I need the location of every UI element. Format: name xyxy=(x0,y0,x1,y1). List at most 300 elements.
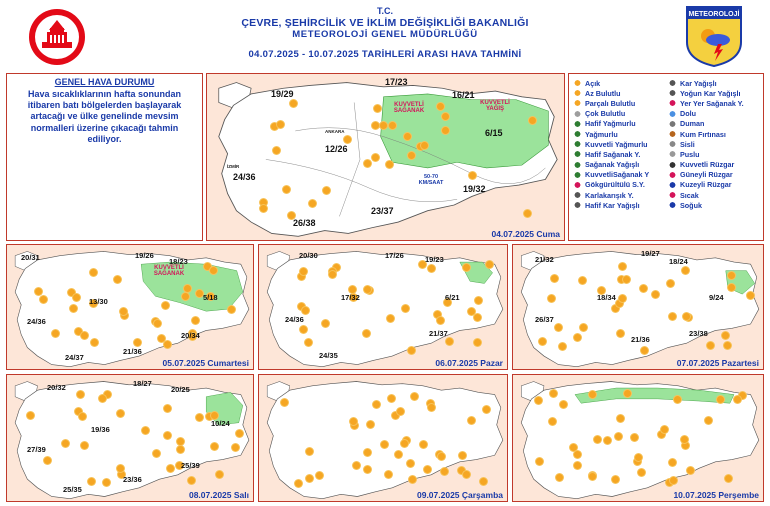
legend-item xyxy=(573,119,664,129)
legend-label: Parçalı Bulutlu xyxy=(585,98,636,108)
sun-icon xyxy=(134,339,141,346)
sun-icon xyxy=(619,295,626,302)
sun-icon xyxy=(210,267,217,274)
heavy-shower-icon xyxy=(573,171,582,179)
ministry-logo xyxy=(28,8,86,66)
sun-icon xyxy=(728,284,735,291)
legend-item xyxy=(573,109,664,119)
sun-icon xyxy=(385,471,392,478)
sleet-icon xyxy=(573,191,582,199)
general-weather-title: GENEL HAVA DURUMU xyxy=(54,77,155,87)
sun-icon xyxy=(469,172,476,179)
day-5-temp-3: 20/25 xyxy=(171,385,190,394)
meteoroloji-logo xyxy=(684,4,744,68)
sun-icon xyxy=(364,286,371,293)
legend-label: KuvvetliSağanak Y xyxy=(585,170,650,180)
smoke-icon xyxy=(668,120,677,128)
map-day-5 xyxy=(6,374,254,502)
legend-label: Sisli xyxy=(680,139,695,149)
day-5-temp-7: 23/36 xyxy=(123,475,142,484)
sun-icon xyxy=(164,432,171,439)
sun-icon xyxy=(177,438,184,445)
sun-icon xyxy=(322,320,329,327)
sun-icon xyxy=(211,412,218,419)
sun-icon xyxy=(386,161,393,168)
sun-icon xyxy=(142,427,149,434)
day-3-temp-7: 21/37 xyxy=(429,329,448,338)
sun-icon xyxy=(167,465,174,472)
sun-icon xyxy=(363,330,370,337)
sun-icon xyxy=(717,396,724,403)
sun-icon xyxy=(682,442,689,449)
sun-icon xyxy=(374,105,381,112)
sun-icon xyxy=(395,451,402,458)
day-4-temp-8: 21/36 xyxy=(631,335,650,344)
city-ankara: ANKARA xyxy=(325,129,345,134)
legend-label: Sağanak Yağışlı xyxy=(585,160,640,170)
heavy-rain-icon xyxy=(573,140,582,148)
sun-icon xyxy=(283,186,290,193)
sun-icon xyxy=(747,292,754,299)
sun-icon xyxy=(182,293,189,300)
sun-icon xyxy=(579,277,586,284)
day-3-temp-3: 19/23 xyxy=(425,255,444,264)
city-izmir: İZMİR xyxy=(227,164,240,169)
legend-label: Hafif Yağmurlu xyxy=(585,119,636,129)
sun-icon xyxy=(120,308,127,315)
map-day-6 xyxy=(258,374,508,502)
sun-icon xyxy=(556,474,563,481)
day-2-temp-2: 19/26 xyxy=(135,251,154,260)
sun-icon xyxy=(184,285,191,292)
day-3-temp-6: 24/36 xyxy=(285,315,304,324)
sun-icon xyxy=(35,288,42,295)
sun-icon xyxy=(216,471,223,478)
sun-icon xyxy=(550,390,557,397)
day-5-temp-4: 19/36 xyxy=(91,425,110,434)
sun-icon xyxy=(589,391,596,398)
sun-icon xyxy=(728,272,735,279)
hail-icon xyxy=(668,110,677,118)
south-wind-icon xyxy=(668,171,677,179)
legend-item xyxy=(668,139,759,149)
sun-icon xyxy=(441,468,448,475)
legend-label: Kuvvetli Rüzgar xyxy=(680,160,735,170)
sun-icon xyxy=(77,391,84,398)
sun-icon xyxy=(687,467,694,474)
sun-icon xyxy=(428,265,435,272)
sun-icon xyxy=(539,338,546,345)
sun-icon xyxy=(551,275,558,282)
sun-icon xyxy=(438,453,445,460)
legend-label: Güneyli Rüzgar xyxy=(680,170,733,180)
map-day-1-date: 04.07.2025 Cuma xyxy=(491,229,560,239)
sun-icon xyxy=(367,421,374,428)
day-3-temp-8: 24/35 xyxy=(319,351,338,360)
legend-item xyxy=(573,149,664,159)
local-shower-icon xyxy=(668,99,677,107)
sun-icon xyxy=(164,341,171,348)
sun-icon xyxy=(674,396,681,403)
legend-item xyxy=(668,170,759,180)
light-shower-icon xyxy=(573,150,582,158)
legend-item xyxy=(668,109,759,119)
sun-icon xyxy=(90,269,97,276)
temp-southwest: 26/38 xyxy=(293,218,316,228)
legend-item xyxy=(668,160,759,170)
legend-label: Karlakarışık Y. xyxy=(585,190,634,200)
legend-label: Soğuk xyxy=(680,200,702,210)
sun-icon xyxy=(707,342,714,349)
sun-icon xyxy=(437,317,444,324)
legend-item xyxy=(573,88,664,98)
sun-icon xyxy=(380,122,387,129)
map-day-3-date: 06.07.2025 Pazar xyxy=(435,358,503,368)
sun-icon xyxy=(402,305,409,312)
sun-icon xyxy=(177,446,184,453)
sun-icon xyxy=(196,414,203,421)
sun-icon xyxy=(40,296,47,303)
warning-strong-rain: KUVVETLİ YAĞIŞ xyxy=(480,100,510,112)
sun-icon xyxy=(52,330,59,337)
temp-black-sea-west: 17/23 xyxy=(385,77,408,87)
sun-icon xyxy=(421,142,428,149)
legend-label: Yağmurlu xyxy=(585,129,618,139)
sun-icon xyxy=(580,324,587,331)
meteoroloji-logo-text: METEOROLOJİ xyxy=(688,11,740,18)
sun-icon xyxy=(232,444,239,451)
temp-black-sea-east: 16/21 xyxy=(452,90,475,100)
legend-item xyxy=(573,200,664,210)
day-5-temp-8: 25/39 xyxy=(181,461,200,470)
legend-item xyxy=(668,129,759,139)
legend-item xyxy=(668,200,759,210)
sun-icon xyxy=(306,475,313,482)
fog-icon xyxy=(668,140,677,148)
day-3-temp-4: 17/32 xyxy=(341,293,360,302)
sun-icon xyxy=(162,302,169,309)
sun-icon xyxy=(62,440,69,447)
sun-icon xyxy=(409,476,416,483)
sun-icon xyxy=(387,315,394,322)
sun-icon xyxy=(548,295,555,302)
sun-icon xyxy=(486,261,493,268)
sun-icon xyxy=(420,441,427,448)
sun-icon xyxy=(652,291,659,298)
legend-item xyxy=(573,180,664,190)
sun-icon xyxy=(574,462,581,469)
sun-icon xyxy=(290,100,297,107)
sun-icon xyxy=(309,200,316,207)
sun-icon xyxy=(474,314,481,321)
day-2-temp-8: 21/36 xyxy=(123,347,142,356)
sun-icon xyxy=(683,313,690,320)
sun-icon xyxy=(480,478,487,485)
header xyxy=(0,0,770,72)
wind-speed-note: 50-70 KM/SAAT xyxy=(418,174,444,186)
sun-icon xyxy=(617,330,624,337)
temp-mediterranean: 23/37 xyxy=(371,206,394,216)
sun-icon xyxy=(615,433,622,440)
header-line-3: METEOROLOJİ GENEL MÜDÜRLÜĞÜ xyxy=(292,29,478,40)
sandstorm-icon xyxy=(668,130,677,138)
sun-icon xyxy=(574,451,581,458)
sun-icon xyxy=(631,434,638,441)
map-day-4-date: 07.07.2025 Pazartesi xyxy=(676,358,759,368)
sun-icon xyxy=(300,326,307,333)
legend-item xyxy=(573,139,664,149)
sun-icon xyxy=(73,294,80,301)
sun-icon xyxy=(549,418,556,425)
sun-icon xyxy=(529,117,536,124)
sun-icon xyxy=(524,210,531,217)
sun-icon xyxy=(474,339,481,346)
sun-icon xyxy=(411,393,418,400)
legend-label: Yer Yer Sağanak Y. xyxy=(680,98,744,108)
legend-item xyxy=(668,78,759,88)
map-day-5-date: 08.07.2025 Salı xyxy=(188,490,249,500)
sun-icon xyxy=(153,450,160,457)
cold-icon xyxy=(668,201,677,209)
sun-icon xyxy=(463,264,470,271)
sun-icon xyxy=(373,401,380,408)
sun-icon xyxy=(408,347,415,354)
sun-icon xyxy=(463,471,470,478)
general-weather-panel xyxy=(6,73,203,241)
temp-central: 12/26 xyxy=(325,144,348,154)
day-5-temp-1: 20/32 xyxy=(47,383,66,392)
sun-icon xyxy=(483,406,490,413)
day-2-temp-4: 13/30 xyxy=(89,297,108,306)
light-snow-icon xyxy=(573,201,582,209)
sun-icon xyxy=(589,473,596,480)
sun-icon xyxy=(407,460,414,467)
sun-icon xyxy=(555,324,562,331)
sun-icon xyxy=(446,338,453,345)
sun-icon xyxy=(594,436,601,443)
sun-icon xyxy=(350,418,357,425)
sun-icon xyxy=(667,280,674,287)
sun-icon xyxy=(389,122,396,129)
legend-item xyxy=(573,160,664,170)
sun-icon xyxy=(570,444,577,451)
sun-icon xyxy=(682,267,689,274)
day-4-temp-1: 21/32 xyxy=(535,255,554,264)
sun-icon xyxy=(468,417,475,424)
day-2-temp-9: 24/37 xyxy=(65,353,84,362)
map-day-3 xyxy=(258,244,508,370)
legend-label: Açık xyxy=(585,78,601,88)
legend-label: Yoğun Kar Yağışlı xyxy=(680,88,741,98)
sun-small-cloud-icon xyxy=(573,89,582,97)
legend-label: Hafif Kar Yağışlı xyxy=(585,200,640,210)
day-4-temp-6: 26/37 xyxy=(535,315,554,324)
map-day-4 xyxy=(512,244,764,370)
general-weather-text: Hava sıcaklıklarının hafta sonundan itibaren batı bölgelerden başlayarak artacağı ve ülke genelinde mevsim normalleri üzerine çıkacağı tahmin ediliyor. xyxy=(27,89,182,144)
sun-icon xyxy=(734,396,741,403)
sun-icon xyxy=(329,271,336,278)
sun-icon xyxy=(300,268,307,275)
sun-icon xyxy=(536,458,543,465)
header-title-block xyxy=(200,6,570,61)
legend-panel xyxy=(568,73,764,241)
sun-icon xyxy=(44,457,51,464)
sun-icon xyxy=(323,187,330,194)
temp-aegean: 24/36 xyxy=(233,172,256,182)
sun-icon xyxy=(397,408,404,415)
sun-icon xyxy=(681,436,688,443)
sun-icon xyxy=(344,136,351,143)
day-2-warning: KUVVETLİ SAĞANAK xyxy=(153,265,185,277)
sun-icon xyxy=(81,442,88,449)
sun-icon xyxy=(669,313,676,320)
day-4-temp-4: 18/34 xyxy=(597,293,616,302)
sun-icon xyxy=(612,476,619,483)
sun-icon xyxy=(154,320,161,327)
header-forecast-range: 04.07.2025 - 10.07.2025 TARİHLERİ ARASI HAVA TAHMİNİ xyxy=(248,49,522,60)
sun-icon xyxy=(349,286,356,293)
sun-icon xyxy=(277,121,284,128)
legend-item xyxy=(668,190,759,200)
map-day-1 xyxy=(206,73,565,241)
sun-icon xyxy=(442,127,449,134)
map-day-2 xyxy=(6,244,254,370)
day-2-temp-1: 20/31 xyxy=(21,253,40,262)
sun-icon xyxy=(273,147,280,154)
sun-icon xyxy=(196,290,203,297)
day-3-temp-1: 20/30 xyxy=(299,251,318,260)
map-day-2-date: 05.07.2025 Cumartesi xyxy=(162,358,249,368)
sun-icon xyxy=(574,334,581,341)
legend-label: Puslu xyxy=(680,149,700,159)
legend-label: Gökgürültülü S.Y. xyxy=(585,180,645,190)
legend-item xyxy=(668,98,759,108)
legend-label: Kuvvetli Yağmurlu xyxy=(585,139,648,149)
sun-icon xyxy=(619,263,626,270)
sun-icon xyxy=(535,397,542,404)
sun-icon xyxy=(117,410,124,417)
sun-icon xyxy=(669,459,676,466)
thunderstorm-icon xyxy=(573,181,582,189)
sun-icon xyxy=(408,152,415,159)
sun-icon xyxy=(316,472,323,479)
day-2-temp-7: 20/34 xyxy=(181,331,200,340)
temp-east: 6/15 xyxy=(485,128,503,138)
sun-icon xyxy=(117,465,124,472)
sun-icon xyxy=(281,399,288,406)
sun-icon xyxy=(468,308,475,315)
sun-icon xyxy=(364,160,371,167)
sun-icon xyxy=(99,395,106,402)
day-4-temp-7: 23/38 xyxy=(689,329,708,338)
sun-icon xyxy=(372,122,379,129)
sun-icon xyxy=(306,448,313,455)
sun-icon xyxy=(388,395,395,402)
sun-icon xyxy=(295,480,302,487)
map-day-7 xyxy=(512,374,764,502)
sun-icon xyxy=(103,479,110,486)
sun-icon xyxy=(81,332,88,339)
legend-label: Kum Fırtınası xyxy=(680,129,726,139)
legend-item xyxy=(573,98,664,108)
day-2-temp-6: 24/36 xyxy=(27,317,46,326)
legend-label: Çok Bulutlu xyxy=(585,109,626,119)
legend-label: Sıcak xyxy=(680,190,699,200)
sun-icon xyxy=(724,342,731,349)
day-5-temp-9: 25/35 xyxy=(63,485,82,494)
legend-label: Hafif Sağanak Y. xyxy=(585,149,641,159)
sun-icon xyxy=(459,452,466,459)
day-3-temp-2: 17/26 xyxy=(385,251,404,260)
day-4-temp-5: 9/24 xyxy=(709,293,724,302)
sun-icon xyxy=(211,443,218,450)
legend-label: Az Bulutlu xyxy=(585,88,621,98)
haze-icon xyxy=(668,150,677,158)
sun-icon xyxy=(372,154,379,161)
sun-icon xyxy=(381,441,388,448)
legend-label: Kuzeyli Rüzgar xyxy=(680,180,732,190)
sun-icon xyxy=(559,343,566,350)
light-rain-icon xyxy=(573,120,582,128)
rain-icon xyxy=(573,130,582,138)
day-2-temp-3: 18/23 xyxy=(169,257,188,266)
legend-item xyxy=(573,170,664,180)
sun-cloud-icon xyxy=(573,99,582,107)
legend-item xyxy=(573,190,664,200)
sun-icon xyxy=(437,103,444,110)
sun-icon xyxy=(623,276,630,283)
header-line-1: T.C. xyxy=(376,6,393,16)
sun-icon xyxy=(424,466,431,473)
map-day-6-date: 09.07.2025 Çarşamba xyxy=(416,490,503,500)
sun-icon xyxy=(640,285,647,292)
sun-icon xyxy=(428,404,435,411)
day-5-temp-2: 18/27 xyxy=(133,379,152,388)
temp-southeast: 19/32 xyxy=(463,184,486,194)
temp-istanbul: 19/29 xyxy=(271,89,294,99)
sun-icon xyxy=(228,306,235,313)
shower-icon xyxy=(573,161,582,169)
sun-icon xyxy=(624,390,631,397)
sun-icon xyxy=(722,332,729,339)
sun-icon xyxy=(158,335,165,342)
sun-icon xyxy=(364,449,371,456)
sun-icon xyxy=(725,475,732,482)
sun-icon xyxy=(705,417,712,424)
sun-icon xyxy=(670,477,677,484)
sun-icon xyxy=(475,297,482,304)
header-line-2: ÇEVRE, ŞEHİRCİLİK VE İKLİM DEĞİŞİKLİĞİ BAKANLIĞI xyxy=(241,17,529,29)
sun-icon xyxy=(573,79,582,87)
sun-icon xyxy=(79,413,86,420)
heavy-snow-icon xyxy=(668,89,677,97)
sun-icon xyxy=(353,462,360,469)
legend-grid xyxy=(573,78,759,210)
legend-label: Duman xyxy=(680,119,705,129)
day-4-temp-3: 18/24 xyxy=(669,257,688,266)
sun-icon xyxy=(91,339,98,346)
legend-item xyxy=(668,119,759,129)
legend-item xyxy=(573,129,664,139)
cloud-icon xyxy=(573,110,582,118)
legend-item xyxy=(668,149,759,159)
sun-icon xyxy=(401,440,408,447)
map-day-7-date: 10.07.2025 Perşembe xyxy=(673,490,759,500)
sun-icon xyxy=(192,317,199,324)
sun-icon xyxy=(442,113,449,120)
day-3-temp-5: 6/21 xyxy=(445,293,460,302)
sun-icon xyxy=(88,478,95,485)
